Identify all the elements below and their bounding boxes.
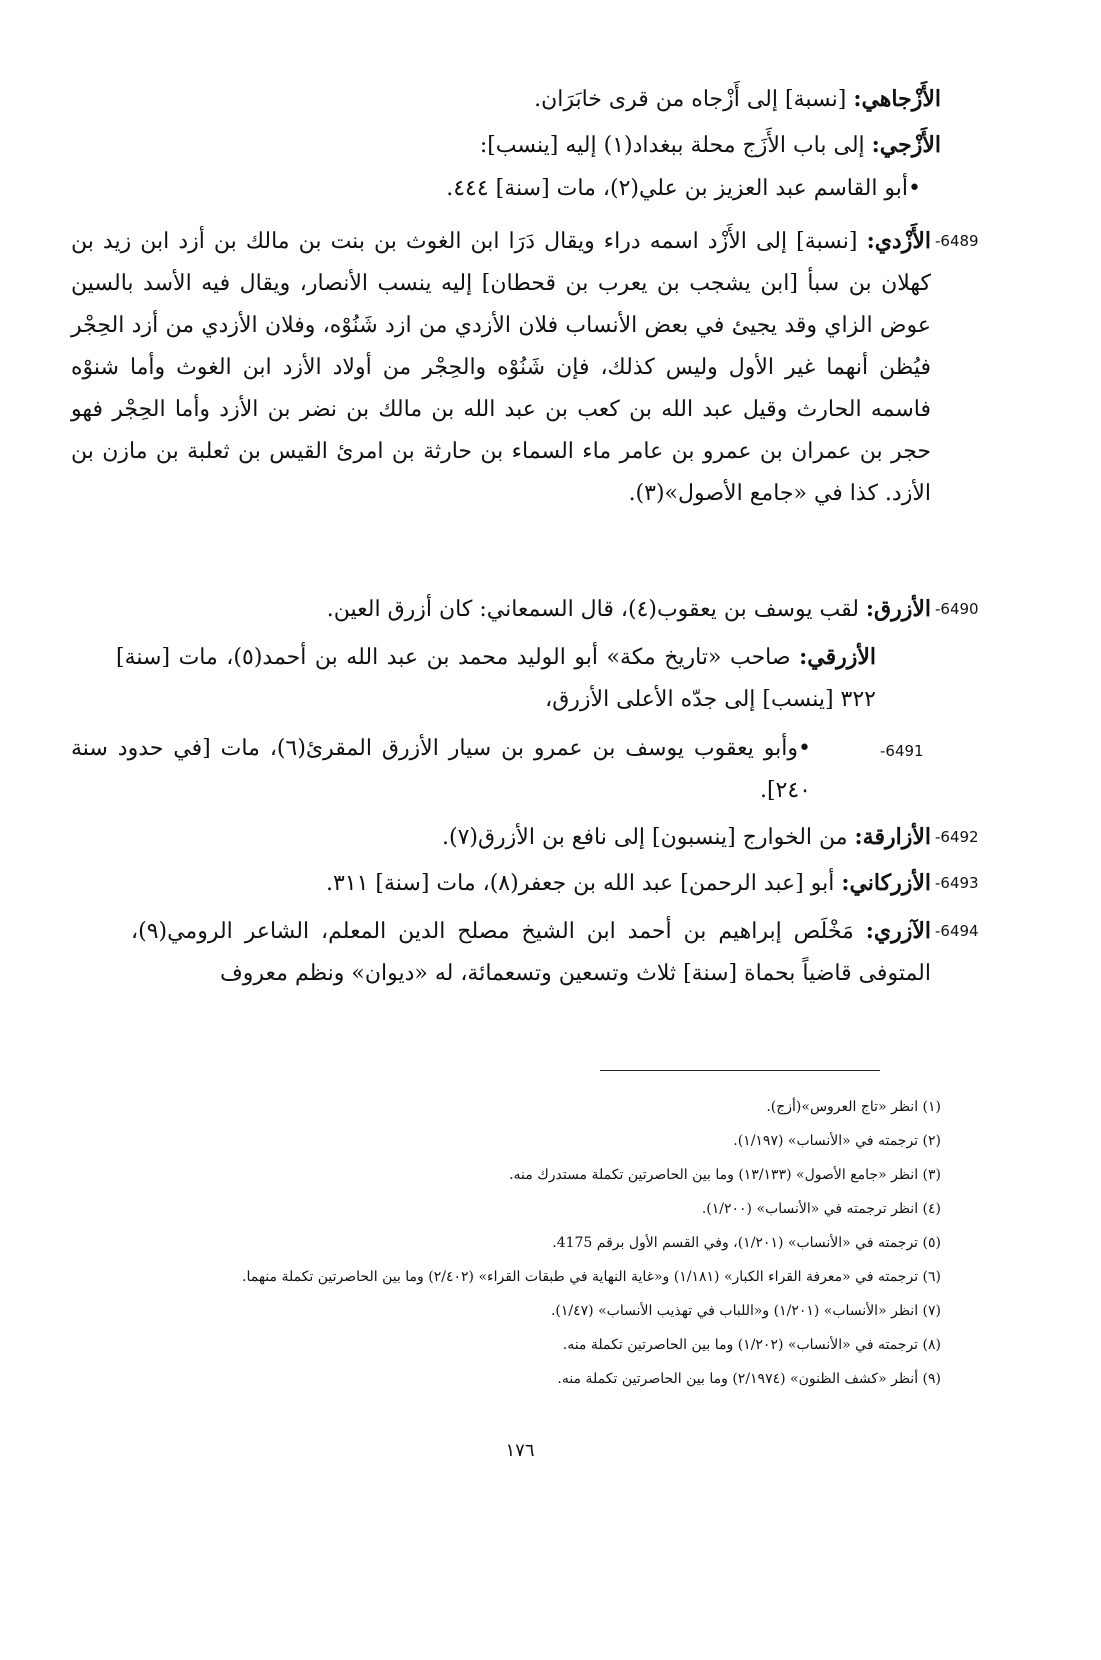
entry-text: إلى باب الأَزَج محلة ببغداد(١) إليه [ينسب]: [479, 133, 872, 158]
entry-azji [141, 124, 941, 167]
entry-text: أبو [عبد الرحمن] عبد الله بن جعفر(٨)، مات [سنة] ٣١١. [325, 871, 842, 896]
footnote: (٢) ترجمته في «الأنساب» (١/١٩٧). [733, 1133, 941, 1149]
entry-text: مَخْلَص إبراهيم بن أحمد ابن الشيخ مصلح الدين المعلم، الشاعر الرومي(٩)، المتوفى قاضياً بحماة [سنة] ثلاث وتسعين وتسعمائة، له «ديوان» ونظم معروف [131, 919, 931, 986]
entry-head: الأَزْدي: [866, 228, 931, 254]
entry-text: [نسبة] إلى الأَزْد اسمه دراء ويقال دَرَا ابن الغوث بن بنت بن مالك بن أزد ابن زيد بن كهلان بن سبأ [ابن يشجب بن يعرب بن قحطان] إليه ينسب الأنصار، ويقال فيه الأسد بالسين عوض الزاي وقد يجيئ في بعض الأنساب فلان الأزدي من ازد شَنُوْه، وفلان الأزدي من أزد الحِجْر فيُظن أنهما غير الأول وليس كذلك، فإن شَنُوْه والحِجْر من أولاد الأزد ابن الغوث وأما شنوْه فاسمه الحارث وقيل عبد الله بن كعب بن عبد الله بن مالك بن نضر بن الأزد وأما الحِجْر فهو حجر بن عمران بن عمرو بن عامر ماء السماء بن حارثة بن امرئ القيس بن ثعلبة بن مازن بن الأزد. كذا في «جامع الأصول»(٣). [71, 229, 931, 506]
entry-head: الأزركاني: [841, 870, 931, 896]
footnote: (٦) ترجمته في «معرفة القراء الكبار» (١/١٨١) و«غاية النهاية في طبقات القراء» (٢/٤٠٢) وما بين الحاصرتين تكملة منهما. [242, 1269, 941, 1285]
footnote: (٧) انظر «الأنساب» (١/٢٠١) و«اللباب في تهذيب الأنساب» (١/٤٧). [550, 1303, 941, 1319]
entry-text: صاحب «تاريخ مكة» أبو الوليد محمد بن عبد الله بن أحمد(٥)، مات [سنة] ٣٢٢ [ينسب] إلى جدّه الأعلى الأزرق، [116, 645, 876, 712]
page-number: ١٧٦ [505, 1440, 535, 1461]
entry-text: •أبو القاسم عبد العزيز بن علي(٢)، مات [سنة] ٤٤٤. [446, 176, 921, 201]
entry-number: -6494 [935, 922, 979, 940]
footnote: (٤) انظر ترجمته في «الأنساب» (١/٢٠٠). [701, 1201, 941, 1217]
entry-text: لقب يوسف بن يعقوب(٤)، قال السمعاني: كان أزرق العين. [326, 597, 866, 622]
entry-number: -6491 [880, 742, 924, 760]
footnote: (٥) ترجمته في «الأنساب» (١/٢٠١)، وفي القسم الأول برقم 4175. [552, 1235, 941, 1251]
entry-head: الأَزْجاهي: [853, 86, 941, 112]
entry-azari [131, 910, 931, 995]
entry-text: •وأبو يعقوب يوسف بن عمرو بن سيار الأزرق المقرئ(٦)، مات [في حدود سنة ٢٤٠]. [71, 736, 811, 803]
entry-head: الأزارقة: [854, 824, 931, 850]
footnote: (٣) انظر «جامع الأصول» (١٣/١٣٣) وما بين الحاصرتين تكملة مستدرك منه. [509, 1167, 941, 1183]
entry-head: الأَزْجي: [871, 132, 941, 158]
entry-head: الأزرقي: [799, 644, 876, 670]
entry-head: الأزرق: [865, 596, 931, 622]
entry-azjahi [141, 78, 941, 121]
footnote: (٨) ترجمته في «الأنساب» (١/٢٠٢) وما بين الحاصرتين تكملة منه. [562, 1337, 941, 1353]
entry-azariqa [131, 816, 931, 859]
entry-number: -6490 [935, 600, 979, 618]
entry-azraq [131, 588, 931, 631]
entry-azraq-muqri [71, 728, 811, 812]
entry-text: [نسبة] إلى أَزْجاه من قرى خابَرَان. [534, 87, 854, 112]
entry-number: -6493 [935, 874, 979, 892]
entry-azdi [71, 220, 931, 515]
entry-azrakani [131, 862, 931, 905]
footnote: (١) انظر «تاج العروس»(أزج). [766, 1099, 941, 1115]
entry-number: -6489 [935, 232, 979, 250]
entry-text: من الخوارج [ينسبون] إلى نافع بن الأزرق(٧). [441, 825, 855, 850]
footnote: (٩) أنظر «كشف الظنون» (٢/١٩٧٤) وما بين الحاصرتين تكملة منه. [557, 1371, 941, 1387]
entry-number: -6492 [935, 828, 979, 846]
entry-azraqi [116, 636, 876, 721]
entry-head: الآزري: [865, 918, 931, 944]
entry-azji-person [121, 168, 921, 210]
footnotes [61, 1090, 941, 1396]
footnote-separator [600, 1070, 880, 1071]
